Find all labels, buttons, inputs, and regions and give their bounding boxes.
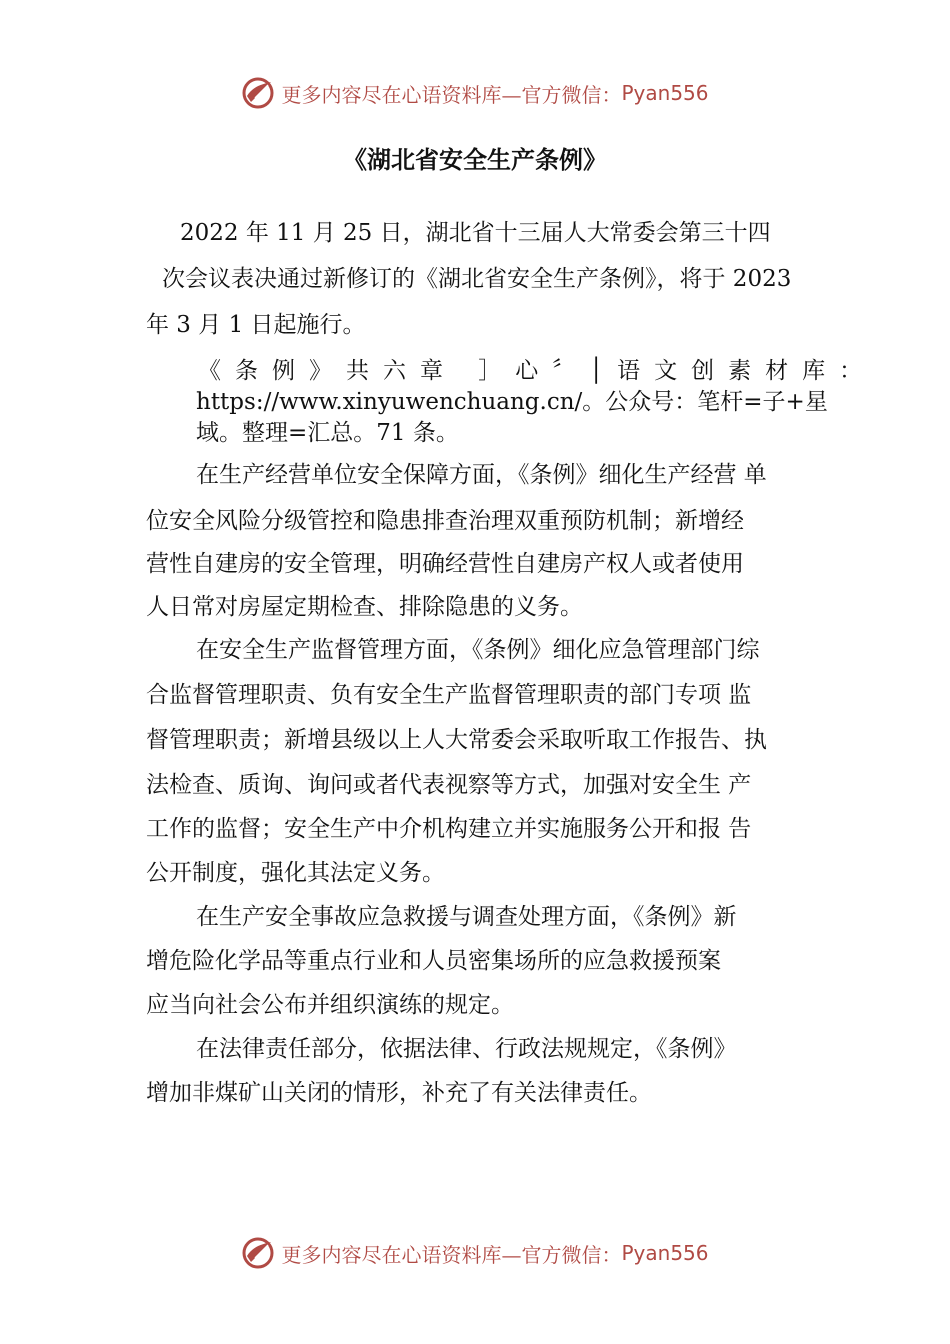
- source-note-line: https://www.xinyuwenchuang.cn/。公众号：笔杆=子+星: [196, 389, 828, 415]
- paragraph-line: 工作的监督；安全生产中介机构建立并实施服务公开和报 告: [146, 816, 752, 842]
- banner-text: 更多内容尽在心语资料库—官方微信：: [281, 1242, 622, 1267]
- paragraph-line: 次会议表决通过新修订的《湖北省安全生产条例》，将于 2023: [162, 266, 792, 292]
- source-note-line: 《条例》共六章 ］心〞│语文创素材库：: [198, 358, 877, 384]
- paragraph-line: 营性自建房的安全管理，明确经营性自建房产权人或者使用: [146, 551, 744, 577]
- paragraph-line: 在生产安全事故应急救援与调查处理方面，《条例》新: [196, 904, 737, 930]
- document-title: 《湖北省安全生产条例》: [343, 146, 607, 174]
- paragraph-line: 法检查、质询、询问或者代表视察等方式，加强对安全生 产: [146, 772, 752, 798]
- banner-text: 更多内容尽在心语资料库—官方微信：: [281, 82, 622, 107]
- footer-banner: [0, 1230, 950, 1276]
- paragraph-line: 年 3 月 1 日起施行。: [146, 312, 366, 338]
- header-banner: [0, 70, 950, 116]
- paragraph-line: 2022 年 11 月 25 日，湖北省十三届人大常委会第三十四: [180, 220, 771, 246]
- paragraph-line: 公开制度，强化其法定义务。: [146, 860, 445, 886]
- paragraph-line: 在生产经营单位安全保障方面，《条例》细化生产经营 单: [196, 462, 767, 488]
- paragraph-line: 应当向社会公布并组织演练的规定。: [146, 992, 514, 1018]
- paragraph-line: 合监督管理职责、负有安全生产监督管理职责的部门专项 监: [146, 682, 752, 708]
- banner-wechat-handle: Pyan556: [621, 81, 709, 105]
- paragraph-line: 位安全风险分级管控和隐患排查治理双重预防机制；新增经: [146, 508, 744, 534]
- pen-circle-logo-icon: [241, 1236, 275, 1270]
- paragraph-line: 在法律责任部分，依据法律、行政法规规定，《条例》: [196, 1036, 737, 1062]
- paragraph-line: 在安全生产监督管理方面，《条例》细化应急管理部门综: [196, 637, 760, 663]
- paragraph-line: 增危险化学品等重点行业和人员密集场所的应急救援预案: [146, 948, 721, 974]
- banner-wechat-handle: Pyan556: [621, 1241, 709, 1265]
- source-note-line: 域。整理=汇总。71 条。: [196, 420, 459, 446]
- paragraph-line: 增加非煤矿山关闭的情形，补充了有关法律责任。: [146, 1080, 652, 1106]
- paragraph-line: 督管理职责；新增县级以上人大常委会采取听取工作报告、执: [146, 727, 767, 753]
- pen-circle-logo-icon: [241, 76, 275, 110]
- paragraph-line: 人日常对房屋定期检查、排除隐患的义务。: [146, 594, 583, 620]
